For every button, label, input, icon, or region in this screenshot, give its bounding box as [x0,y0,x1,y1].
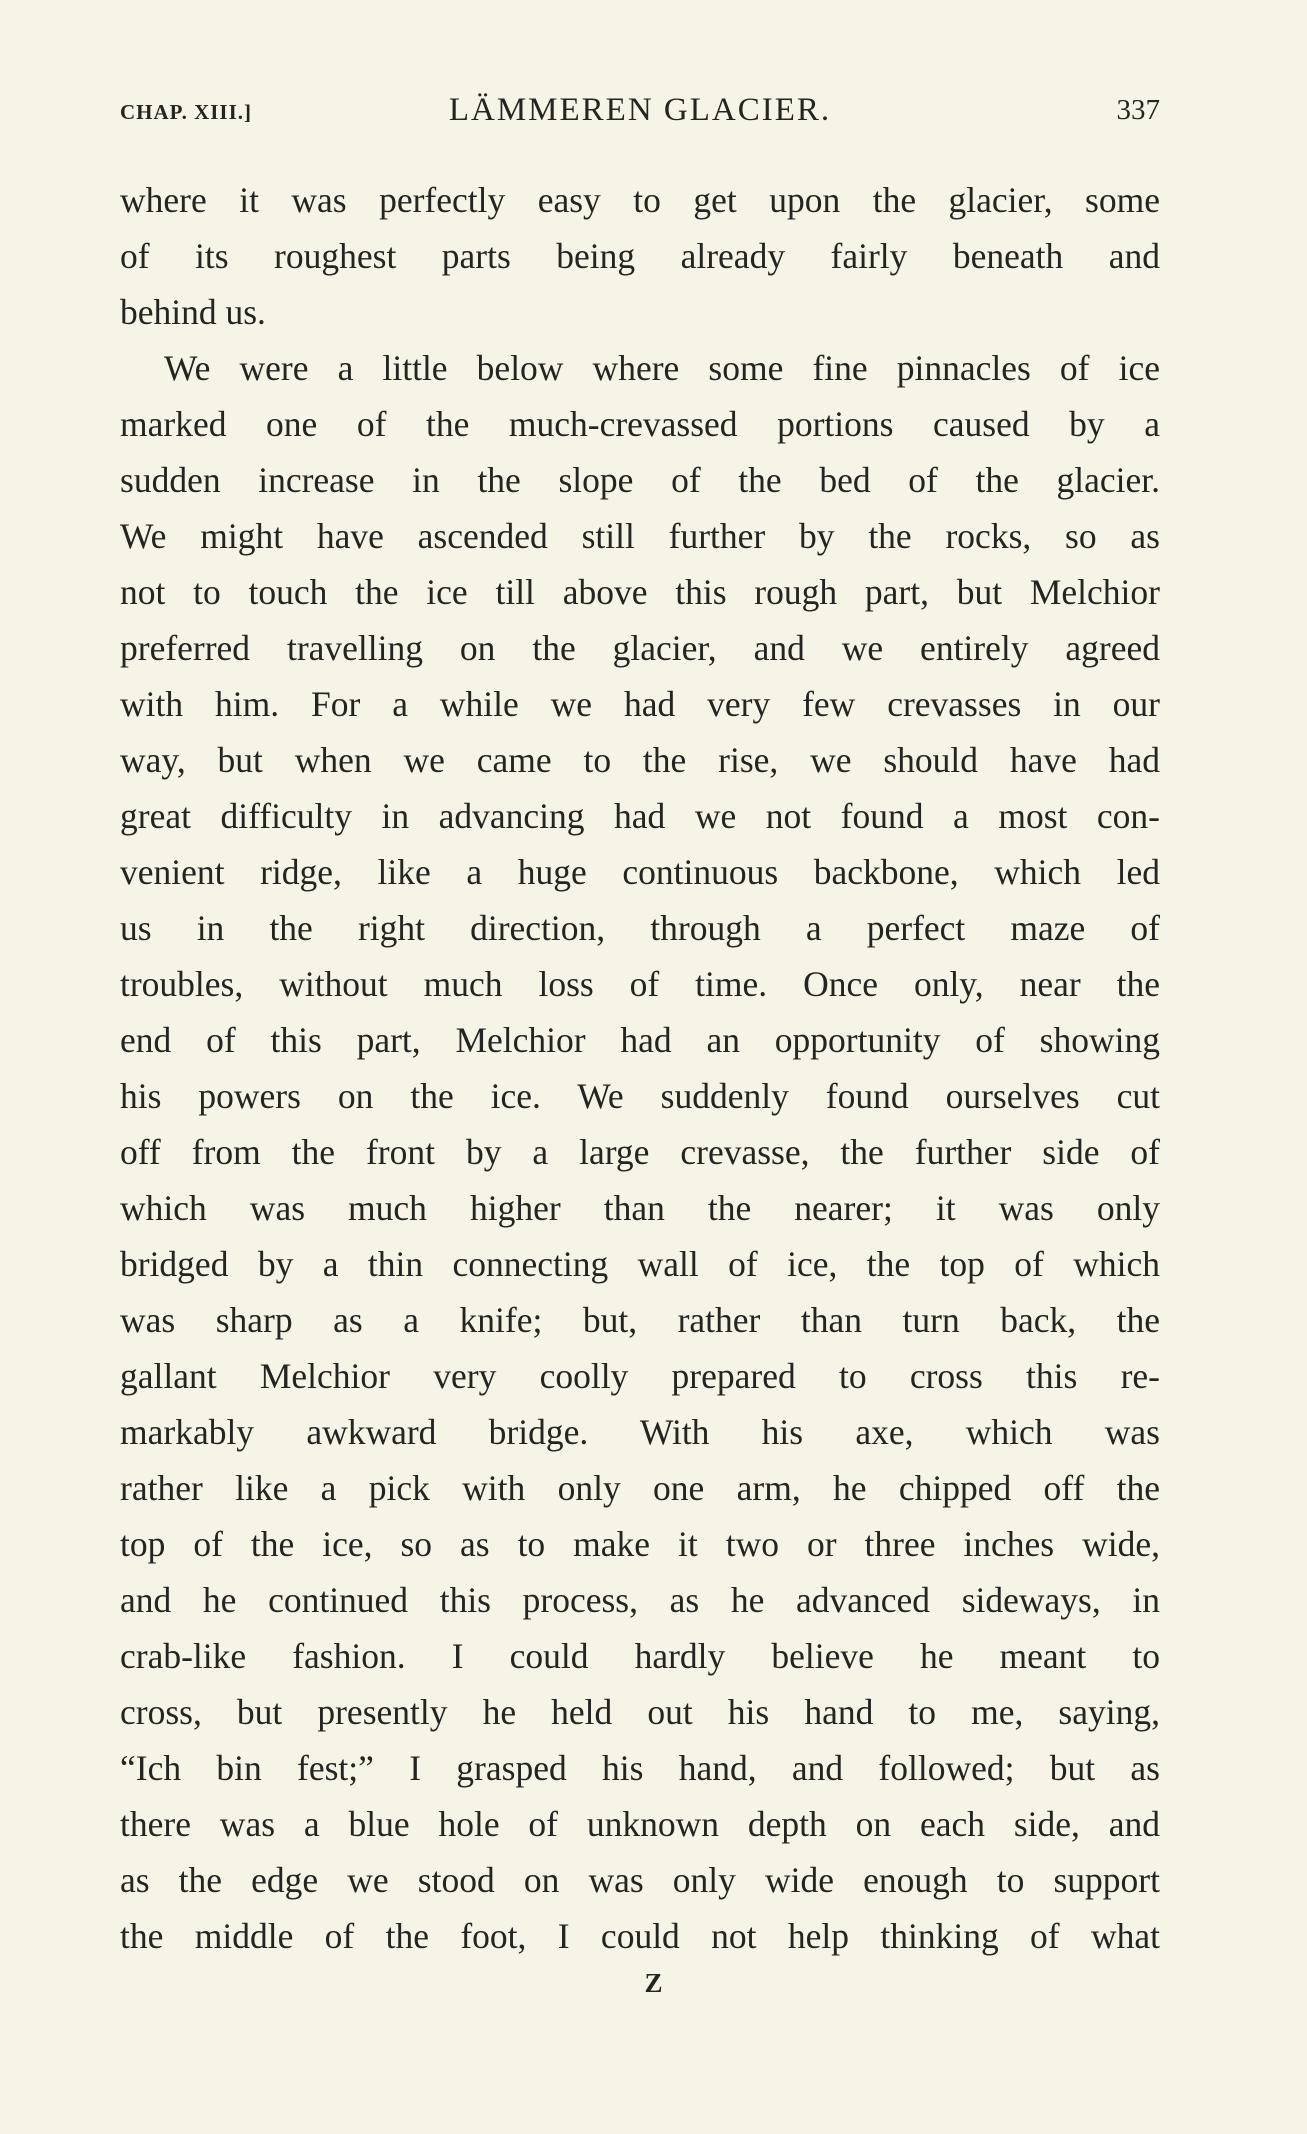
text-line: not to touch the ice till above this rough part, but Melchior [120,572,1160,612]
text-line: markably awkward bridge. With his axe, which was [120,1412,1160,1452]
text-line: “Ich bin fest;” I grasped his hand, and followed; but as [120,1748,1160,1788]
page-number: 337 [1116,94,1160,126]
text-line: troubles, without much loss of time. Once only, near the [120,964,1160,1004]
text-line: which was much higher than the nearer; it was only [120,1188,1160,1228]
text-line: and he continued this process, as he advanced sideways, in [120,1580,1160,1620]
text-line: top of the ice, so as to make it two or three inches wide, [120,1524,1160,1564]
text-line: the middle of the foot, I could not help thinking of what [120,1916,1160,1956]
text-line: sudden increase in the slope of the bed of the glacier. [120,460,1160,500]
text-line: gallant Melchior very coolly prepared to cross this re- [120,1356,1160,1396]
text-line: with him. For a while we had very few crevasses in our [120,684,1160,724]
text-line: preferred travelling on the glacier, and we entirely agreed [120,628,1160,668]
running-head [120,92,1160,132]
text-line: of its roughest parts being already fairly beneath and [120,236,1160,276]
text-line: end of this part, Melchior had an opportunity of showing [120,1020,1160,1060]
text-line: venient ridge, like a huge continuous backbone, which led [120,852,1160,892]
text-line: We were a little below where some fine pinnacles of ice [164,348,1160,388]
running-title: LÄMMEREN GLACIER. [448,92,832,128]
text-line: marked one of the much-crevassed portions caused by a [120,404,1160,444]
text-line: his powers on the ice. We suddenly found ourselves cut [120,1076,1160,1116]
text-line: as the edge we stood on was only wide enough to support [120,1860,1160,1900]
text-line: off from the front by a large crevasse, the further side of [120,1132,1160,1172]
text-line: rather like a pick with only one arm, he chipped off the [120,1468,1160,1508]
text-line: great difficulty in advancing had we not found a most con- [120,796,1160,836]
text-line: cross, but presently he held out his hand to me, saying, [120,1692,1160,1732]
signature-mark: Z [644,1968,663,1998]
text-line: where it was perfectly easy to get upon the glacier, some [120,180,1160,220]
text-line: We might have ascended still further by the rocks, so as [120,516,1160,556]
text-line: crab-like fashion. I could hardly believe he meant to [120,1636,1160,1676]
text-line: bridged by a thin connecting wall of ice, the top of which [120,1244,1160,1284]
text-line: there was a blue hole of unknown depth on each side, and [120,1804,1160,1844]
text-line: behind us. [120,292,266,332]
text-line: was sharp as a knife; but, rather than turn back, the [120,1300,1160,1340]
chapter-label: CHAP. XIII.] [120,100,252,124]
body-text [120,172,1160,1964]
text-line: us in the right direction, through a perfect maze of [120,908,1160,948]
text-line: way, but when we came to the rise, we should have had [120,740,1160,780]
